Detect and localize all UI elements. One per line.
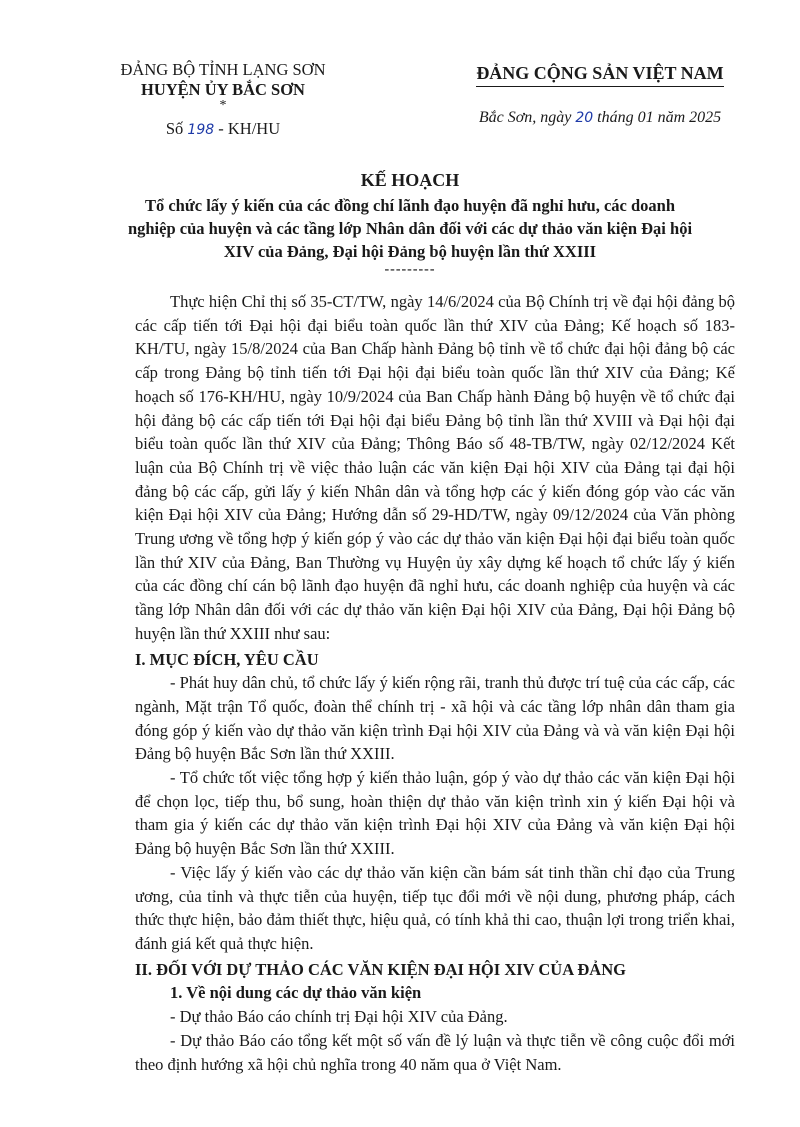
doc-number-prefix: Số — [165, 119, 184, 138]
national-header — [440, 62, 760, 129]
date-prefix: Bắc Sơn, ngày — [478, 109, 572, 126]
section1-item-3: - Việc lấy ý kiến vào các dự thảo văn kiện cần bám sát tinh thần chỉ đạo của Trung ương, của tỉnh và thực tiễn của huyện, tiếp tục đổi mới về nội dung, phương pháp, cách thức thực hiện, bảo đảm thiết thực, hiệu quả, có tính khả thi cao, thuận lợi trong triển khai, đánh giá kết quả thực hiện. — [135, 862, 735, 953]
issuer-province: ĐẢNG BỘ TỈNH LẠNG SƠN — [120, 60, 326, 79]
section2-item-1: - Dự thảo Báo cáo chính trị Đại hội XIV của Đảng. — [170, 1007, 508, 1027]
issuer-block — [88, 60, 358, 143]
document-subtitle: Tổ chức lấy ý kiến của các đồng chí lãnh đạo huyện đã nghỉ hưu, các doanh nghiệp của huyện và các tầng lớp Nhân dân đối với các dự thảo văn kiện Đại hội XIV của Đảng, Đại hội Đảng bộ huyện lần thứ XXIII — [127, 196, 693, 261]
document-type: KẾ HOẠCH — [360, 170, 460, 190]
intro-paragraph: Thực hiện Chỉ thị số 35-CT/TW, ngày 14/6/2024 của Bộ Chính trị về đại hội đảng bộ các cấp tiến tới Đại hội đại biểu toàn quốc lần thứ XIV của Đảng; Kế hoạch số 183-KH/TU, ngày 15/8/2024 của Ban Chấp hành Đảng bộ tỉnh về tổ chức đại hội đảng bộ các cấp trong Đảng bộ tỉnh tiến tới Đại hội đại biểu toàn quốc lần thứ XIV của Đảng; Kế hoạch số 176-KH/HU, ngày 10/9/2024 của Ban Chấp hành Đảng bộ huyện về tổ chức đại hội đảng bộ các cấp tiến tới Đại hội đại biểu Đảng bộ tỉnh lần thứ XVIII và Đại hội đại biểu toàn quốc lần thứ XIV của Đảng; Thông Báo số 48-TB/TW, ngày 02/12/2024 Kết luận của Bộ Chính trị về việc thảo luận các văn kiện Đại hội XIV của Đảng tại đại hội đảng bộ các cấp, gửi lấy ý kiến Nhân dân và tổng hợp các ý kiến đóng góp vào các văn kiện Đại hội XIV của Đảng; Hướng dẫn số 29-HD/TW, ngày 09/12/2024 của Văn phòng Trung ương về tổng hợp ý kiến góp ý vào các dự thảo văn kiện Đại hội đại biểu toàn quốc lần thứ XIV của Đảng, Ban Thường vụ Huyện ủy xây dựng kế hoạch tổ chức lấy ý kiến của các đồng chí cán bộ lãnh đạo huyện đã nghỉ hưu, các doanh nghiệp của huyện và các tầng lớp Nhân dân đối với các dự thảo văn kiện Đại hội XIV của Đảng, Đại hội Đảng bộ huyện lần thứ XXIII như sau: — [135, 292, 735, 643]
title-separator: --------- — [384, 262, 436, 277]
issuer-star: * — [219, 98, 227, 113]
section-heading-1: I. MỤC ĐÍCH, YÊU CẦU — [135, 649, 319, 669]
issuer-district: HUYỆN ỦY BẮC SƠN — [141, 80, 305, 99]
section2-item-2: - Dự thảo Báo cáo tổng kết một số vấn đề lý luận và thực tiễn về công cuộc đổi mới theo định hướng xã hội chủ nghĩa trong 40 năm qua ở Việt Nam. — [135, 1030, 735, 1074]
doc-number-handwritten: 198 — [187, 122, 215, 138]
title-block — [120, 168, 700, 277]
document-body — [135, 290, 735, 1076]
party-name: ĐẢNG CỘNG SẢN VIỆT NAM — [476, 62, 723, 87]
document-number — [88, 116, 358, 143]
date-suffix: tháng 01 năm 2025 — [597, 109, 722, 126]
section1-item-2: - Tổ chức tốt việc tổng hợp ý kiến thảo luận, góp ý vào dự thảo các văn kiện Đại hội để chọn lọc, tiếp thu, bổ sung, hoàn thiện dự thảo văn kiện trình xin ý kiến Đại hội và tham gia ý kiến các dự thảo văn kiện trình Đại hội XIV của Đảng và văn kiện Đại hội Đảng bộ huyện Bắc Sơn lần thứ XXIII. — [135, 768, 735, 859]
section-heading-2: II. ĐỐI VỚI DỰ THẢO CÁC VĂN KIỆN ĐẠI HỘI XIV CỦA ĐẢNG — [135, 959, 626, 979]
subsection-heading-1: 1. Về nội dung các dự thảo văn kiện — [170, 983, 422, 1003]
document-date — [440, 107, 760, 129]
section1-item-1: - Phát huy dân chủ, tổ chức lấy ý kiến rộng rãi, tranh thủ được trí tuệ của các cấp, các ngành, Mặt trận Tổ quốc, đoàn thể chính trị - xã hội và các tầng lớp nhân dân tham gia đóng góp ý kiến vào dự thảo văn kiện trình Đại hội XIV của Đảng và và văn kiện Đại hội Đảng bộ huyện Bắc Sơn lần thứ XXIII. — [135, 673, 735, 764]
date-day-handwritten: 20 — [575, 110, 594, 126]
doc-number-suffix: - KH/HU — [218, 119, 281, 138]
